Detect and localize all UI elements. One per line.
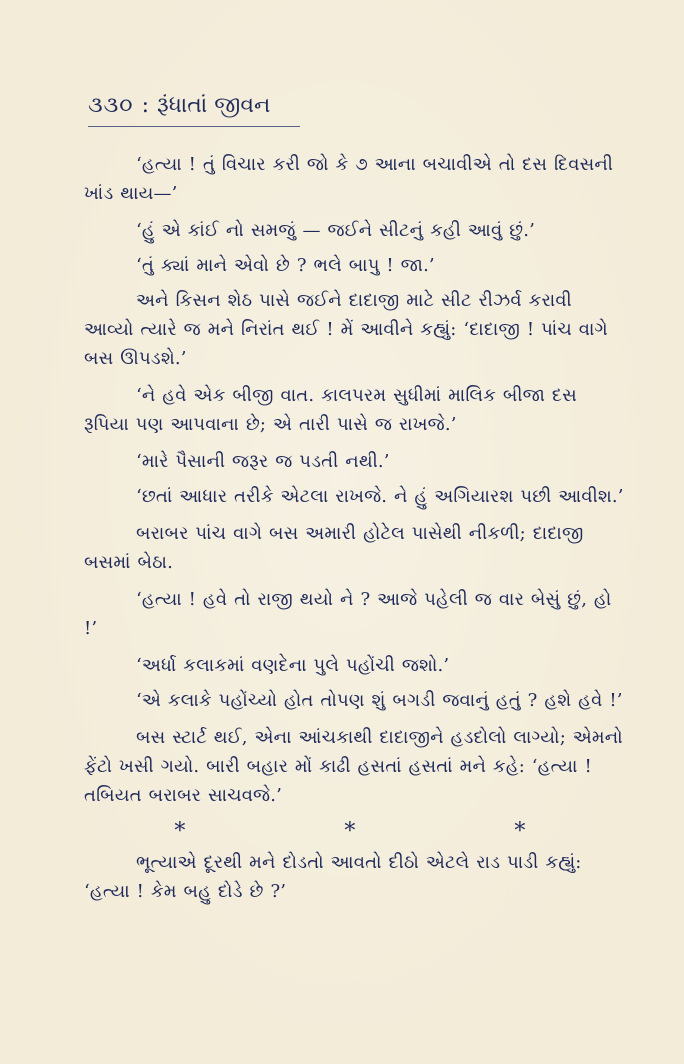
paragraph-6: ‘મારે પૈસાની જરૂર જ પડતી નથી.’ xyxy=(136,451,390,472)
paragraph-9: ‘હત્યા ! હવે તો રાજી થયો ને ? આજે પહેલી જ વાર બેસું છું, હો !’ xyxy=(84,589,612,639)
section-break-star: * xyxy=(344,819,356,844)
paragraph-8: બરાબર પાંચ વાગે બસ અમારી હોટેલ પાસેથી નીકળી; દાદાજી બસમાં બેઠા. xyxy=(84,523,584,573)
section-break xyxy=(170,820,530,844)
paragraph-5: ‘ને હવે એક બીજી વાત. કાલપરમ સુધીમાં માલિક બીજા દસ રૂપિયા પણ આપવાના છે; એ તારી પાસે જ રાખજે.’ xyxy=(84,385,577,435)
running-head: રૂંધાતાં જીવન xyxy=(156,93,271,118)
paragraph-10: ‘અર્ધા કલાકમાં વણદેના પુલે પહોંચી જશો.’ xyxy=(136,655,450,676)
paragraph-1: ‘હત્યા ! તું વિચાર કરી જો કે ૭ આના બચાવીએ તો દસ દિવસની ખાંડ થાય—’ xyxy=(84,154,614,204)
paragraph-3: ‘તું ક્યાં માને એવો છે ? ભલે બાપુ ! જા.’ xyxy=(136,255,435,276)
section-break-star: * xyxy=(174,819,186,844)
paragraph-12: બસ સ્ટાર્ટ થઈ, એના આંચકાથી દાદાજીને હડદોલો લાગ્યો; એમનો ફેંટો ખસી ગયો. બારી બહાર મોં કાઢી હસતાં હસતાં મને કહે: ‘હત્યા ! તબિયત બરાબર સાચવજે.’ xyxy=(84,727,623,806)
header-rule xyxy=(88,126,300,127)
page-number: ૩૩૦ xyxy=(88,93,134,118)
header-separator: : xyxy=(141,93,149,118)
paragraph-4: અને કિસન શેઠ પાસે જઈને દાદાજી માટે સીટ રીઝર્વ કરાવી આવ્યો ત્યારે જ મને નિરાંત થઈ ! મેં આવીને કહ્યું: ‘દાદાજી ! પાંચ વાગે બસ ઊપડશે.’ xyxy=(84,290,608,369)
section-break-star: * xyxy=(514,819,526,844)
closing-paragraph: ભૂત્યાએ દૂરથી મને દોડતો આવતો દીઠો એટલે રાડ પાડી કહ્યું: ‘હત્યા ! કેમ બહુ દોડે છે ?’ xyxy=(84,852,582,902)
paragraph-7: ‘છતાં આધાર તરીકે એટલા રાખજે. ને હું અગિયારશ પછી આવીશ.’ xyxy=(136,486,624,507)
page-header xyxy=(88,92,388,137)
paragraph-2: ‘હું એ કાંઈ નો સમજું — જઈને સીટનું કહી આવું છું.’ xyxy=(136,220,535,241)
body-text xyxy=(84,150,624,914)
header-line xyxy=(88,92,388,120)
paragraph-11: ‘એ કલાકે પહોંચ્યો હોત તોપણ શું બગડી જવાનું હતું ? હશે હવે !’ xyxy=(136,690,623,711)
